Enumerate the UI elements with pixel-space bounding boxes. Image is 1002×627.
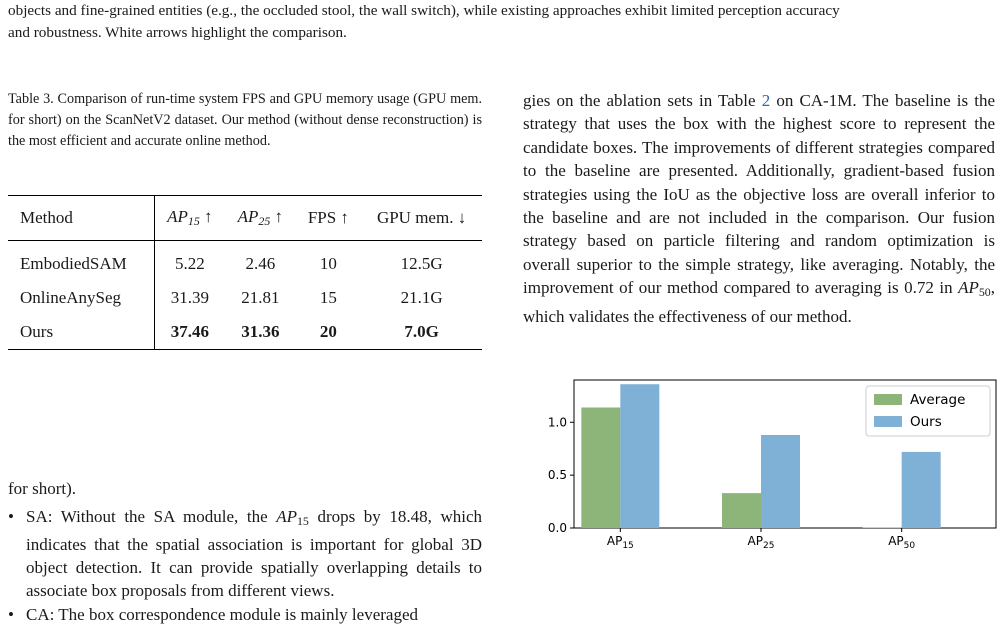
legend-swatch: [874, 416, 902, 427]
figure-caption: [8, 0, 994, 44]
bar-ours-ap25: [761, 435, 800, 528]
x-tick-label: $AP_{25}$: [747, 534, 775, 551]
cell-ap25: 21.81: [241, 288, 280, 307]
bullet-dot: •: [8, 605, 14, 624]
list-item: • SA: Without the SA module, the $AP_{15}$ drops by 18.48, which indicates that the spatial association is important for global 3D object detection. It can provide spatially overlapping details to associate box proposals from different views.: [8, 507, 482, 600]
y-tick-label: 0.5: [547, 468, 567, 483]
bullet-list: [8, 505, 482, 627]
figure-caption-line1: objects and fine-grained entities (e.g., the occluded stool, the wall switch), while existing approaches exhibit limited perception accuracy: [8, 2, 840, 19]
cell-ap15: 31.39: [170, 288, 209, 307]
table-header-row: [8, 196, 482, 241]
table-row: [8, 241, 482, 282]
table-caption: Table 3. Comparison of run-time system FPS and GPU memory usage (GPU mem. for short) on the ScanNetV2 dataset. Our method (without dense reconstruction) is the most efficient and accurate online method.: [8, 91, 482, 149]
cell-ap25: 31.36: [241, 322, 280, 341]
bar-ours-ap15: [620, 384, 659, 528]
bar-average-ap25: [722, 493, 761, 528]
legend-swatch: [874, 394, 902, 405]
bar-average-ap50: [863, 527, 902, 528]
cell-method: Ours: [8, 315, 154, 350]
cell-fps: 15: [319, 288, 337, 307]
table-ref-link[interactable]: 2: [761, 91, 771, 110]
table-row: [8, 281, 482, 315]
list-item: • CA: The box correspondence module is mainly leveraged: [8, 605, 418, 624]
header-fps: FPS ↑: [307, 208, 349, 227]
bar-chart: [520, 376, 1000, 570]
legend-label: Ours: [910, 414, 942, 430]
x-tick-label: $AP_{50}$: [888, 534, 916, 551]
cell-ap15: 37.46: [170, 322, 209, 341]
bar-ours-ap50: [902, 452, 941, 528]
cell-ap25: 2.46: [245, 254, 276, 273]
cell-fps: 20: [319, 322, 337, 341]
legend-label: Average: [910, 392, 966, 408]
cell-method: EmbodiedSAM: [8, 241, 154, 282]
cell-method: OnlineAnySeg: [8, 281, 154, 315]
cell-gpu: 12.5G: [400, 254, 443, 273]
cell-ap15: 5.22: [174, 254, 205, 273]
header-ap25: $AP_{25}$ ↑: [237, 207, 284, 228]
body-paragraph-right: gies on the ablation sets in Table 2 on CA-1M. The baseline is the strategy that uses the box with the highest score to represent the candidate boxes. The improvements of different strategies compared to the baseline are presented. Additionally, gradient-based fusion strategies using the IoU as the objective loss are overall inferior to the baseline and are not included in the comparison. Our fusion strategy based on particle filtering and random optimization is overall superior to the simple strategy, like averaging. Notably, the improvement of our method compared to averaging is 0.72 in $AP_{50}$, which validates the effectiveness of our method.: [523, 91, 996, 326]
y-tick-label: 0.0: [547, 521, 567, 535]
cell-fps: 10: [319, 254, 337, 273]
header-gpu: GPU mem. ↓: [376, 208, 467, 227]
body-text-fragment: for short).: [8, 479, 76, 498]
figure-caption-line2: and robustness. White arrows highlight the comparison.: [8, 24, 347, 41]
bullet-dot: •: [8, 507, 14, 526]
header-method: Method: [8, 196, 154, 241]
x-tick-label: $AP_{15}$: [606, 534, 634, 551]
cell-gpu: 21.1G: [400, 288, 443, 307]
cell-gpu: 7.0G: [404, 322, 439, 341]
table-row: [8, 315, 482, 350]
results-table: [8, 195, 482, 350]
bar-average-ap15: [581, 407, 620, 528]
header-ap15: $AP_{15}$ ↑: [167, 207, 213, 228]
y-tick-label: 1.0: [547, 415, 567, 430]
